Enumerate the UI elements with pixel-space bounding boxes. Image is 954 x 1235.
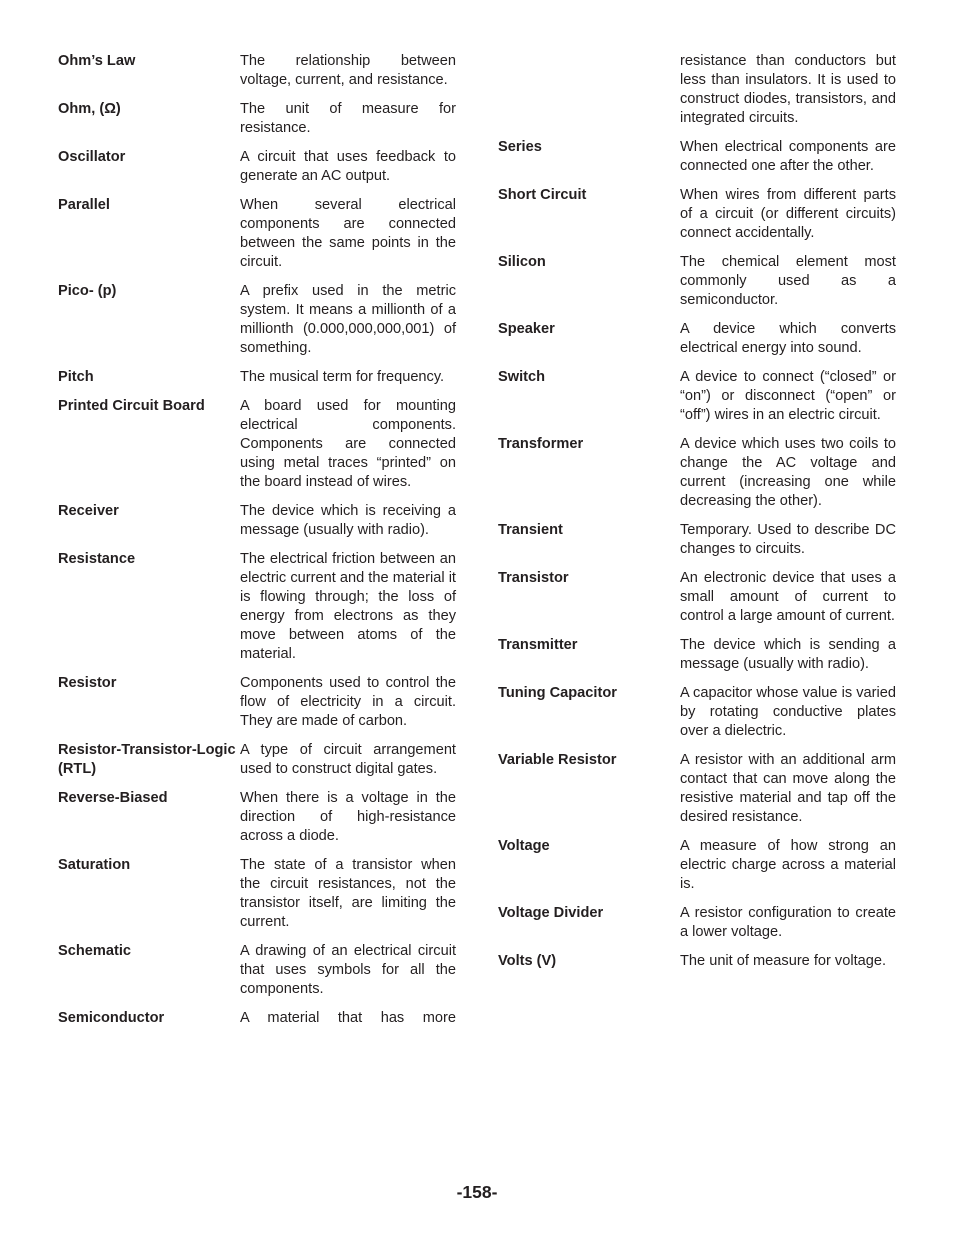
glossary-entry — [498, 569, 896, 626]
glossary-definition: A device which converts electrical energy into sound. — [680, 321, 896, 356]
glossary-term: Receiver — [58, 503, 119, 520]
glossary-definition: When several electrical components are connected between the same points in the circuit. — [240, 197, 456, 271]
glossary-term: Pitch — [58, 369, 94, 386]
glossary-definition: The musical term for frequency. — [240, 369, 445, 386]
glossary-definition: The relationship between voltage, current, and resistance. — [240, 53, 456, 88]
glossary-entry — [58, 502, 456, 540]
glossary-term: Switch — [498, 369, 546, 386]
glossary-definition: The device which is receiving a message (usually with radio). — [240, 503, 456, 539]
glossary-definition: A prefix used in the metric system. It means a millionth of a millionth (0.000,000,000,001) of something. — [240, 283, 456, 356]
glossary-entry — [58, 942, 456, 999]
glossary-term: Transformer — [498, 436, 584, 453]
glossary-entry — [498, 521, 896, 559]
glossary-term: Ohm, (Ω) — [58, 101, 121, 118]
glossary-definition: The state of a transistor when the circuit resistances, not the transistor itself, are limiting the current. — [240, 857, 456, 930]
glossary-term: Silicon — [498, 254, 546, 271]
glossary-entry — [58, 196, 456, 272]
glossary-column-left — [58, 52, 456, 1028]
glossary-entry — [58, 1009, 456, 1028]
glossary-entry — [498, 253, 896, 310]
glossary-term: Short Circuit — [498, 187, 587, 204]
glossary-entry — [58, 282, 456, 358]
glossary-entry — [498, 952, 896, 971]
glossary-term: Ohm’s Law — [58, 53, 136, 69]
glossary-term: Voltage — [498, 838, 550, 855]
glossary-term: Volts (V) — [498, 953, 557, 970]
glossary-definition: A type of circuit arrangement used to construct digital gates. — [240, 742, 456, 777]
glossary-entry — [58, 789, 456, 846]
glossary-definition: A board used for mounting electrical components. Components are connected using metal traces “printed” on the board instead of wires. — [240, 398, 456, 490]
glossary-entry — [58, 674, 456, 731]
glossary-term: Transmitter — [498, 637, 578, 654]
glossary-definition: A material that has more — [240, 1010, 456, 1027]
glossary-term: Printed Circuit Board — [58, 398, 205, 415]
glossary-entry — [58, 550, 456, 663]
glossary-term: Reverse-Biased — [58, 790, 168, 807]
glossary-entry — [498, 837, 896, 894]
glossary-term: Transient — [498, 522, 563, 539]
glossary-entry — [498, 52, 896, 128]
glossary-definition: A device which uses two coils to change the AC voltage and current (increasing one while decreasing the other). — [680, 436, 896, 509]
glossary-entry — [498, 368, 896, 425]
glossary-definition: A resistor configuration to create a lower voltage. — [680, 905, 896, 941]
glossary-term: Resistor — [58, 675, 117, 692]
glossary-definition: The unit of measure for resistance. — [240, 101, 456, 137]
glossary-entry — [58, 52, 456, 90]
glossary-term: Semiconductor — [58, 1010, 165, 1027]
glossary-definition: A circuit that uses feedback to generate an AC output. — [240, 149, 456, 185]
glossary-entry — [498, 904, 896, 942]
glossary-term: Tuning Capacitor — [498, 685, 617, 702]
glossary-entry — [58, 100, 456, 138]
glossary-definition: An electronic device that uses a small amount of current to control a large amount of current. — [680, 570, 896, 625]
glossary-entry — [498, 751, 896, 827]
glossary-term: Series — [498, 138, 542, 155]
glossary-term: Variable Resistor — [498, 752, 617, 769]
glossary-entry — [498, 435, 896, 511]
glossary-column-right — [498, 52, 896, 982]
glossary-definition: A drawing of an electrical circuit that uses symbols for all the components. — [240, 943, 456, 997]
glossary-definition: When wires from different parts of a circuit (or different circuits) connect accidentally. — [680, 187, 896, 241]
glossary-entry — [58, 368, 456, 387]
glossary-entry — [58, 397, 456, 492]
glossary-definition: Temporary. Used to describe DC changes to circuits. — [680, 522, 896, 558]
glossary-definition: A capacitor whose value is varied by rotating conductive plates over a dielectric. — [680, 685, 896, 740]
glossary-definition: The unit of measure for voltage. — [680, 953, 887, 970]
glossary-term: Saturation — [58, 857, 131, 874]
glossary-term: Voltage Divider — [498, 905, 604, 922]
glossary-definition: A device to connect (“closed” or “on”) or disconnect (“open” or “off”) wires in an electric circuit. — [680, 369, 896, 423]
glossary-entry — [58, 741, 456, 779]
glossary-entry — [498, 186, 896, 243]
glossary-term: Resistor-Transistor-Logic (RTL) — [58, 742, 236, 777]
glossary-entry — [498, 636, 896, 674]
glossary-term: Oscillator — [58, 149, 126, 166]
glossary-entry — [498, 684, 896, 741]
glossary-definition: When electrical components are connected one after the other. — [680, 138, 896, 174]
glossary-entry — [58, 856, 456, 932]
glossary-definition: Components used to control the flow of electricity in a circuit. They are made of carbon. — [240, 675, 456, 729]
glossary-term: Schematic — [58, 943, 132, 960]
glossary-entry — [58, 148, 456, 186]
glossary-definition: The electrical friction between an electric current and the material it is flowing through; the loss of energy from electrons as they move between atoms of the material. — [240, 551, 456, 662]
glossary-term: Transistor — [498, 570, 569, 587]
glossary-definition: The chemical element most commonly used as a semiconductor. — [680, 254, 896, 308]
glossary-term: Resistance — [58, 551, 136, 568]
glossary-definition: A measure of how strong an electric charge across a material is. — [680, 838, 896, 893]
glossary-definition: When there is a voltage in the direction of high-resistance across a diode. — [240, 790, 456, 844]
page-number: -158- — [456, 1182, 498, 1202]
glossary-term: Speaker — [498, 321, 555, 338]
glossary-entry — [498, 320, 896, 358]
glossary-definition: The device which is sending a message (usually with radio). — [680, 637, 896, 673]
glossary-definition: resistance than conductors but less than insulators. It is used to construct diodes, transistors, and integrated circuits. — [680, 53, 896, 126]
glossary-term: Parallel — [58, 197, 110, 214]
glossary-entry — [498, 138, 896, 176]
glossary-term: Pico- (p) — [58, 283, 117, 300]
glossary-definition: A resistor with an additional arm contact that can move along the resistive material and tap off the desired resistance. — [680, 752, 896, 826]
